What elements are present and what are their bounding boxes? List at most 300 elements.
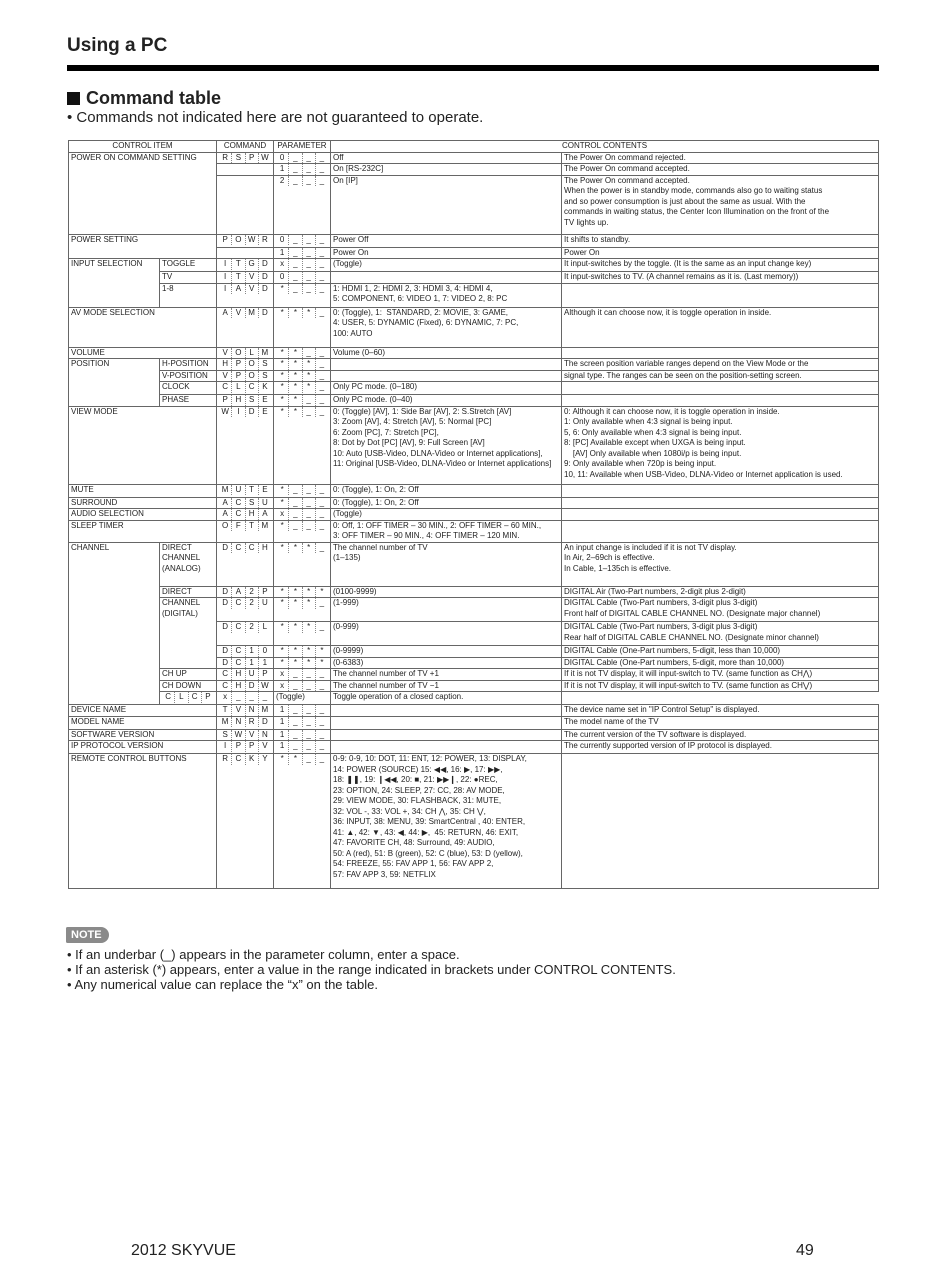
parameter-char: _ — [288, 259, 301, 270]
table-row — [69, 307, 879, 347]
control-item-cell: MUTE — [69, 484, 217, 497]
parameter-char: x — [280, 259, 285, 268]
command-char: D — [258, 259, 271, 270]
contents-value-cell: (1-999) — [331, 598, 562, 622]
contents-description-cell: The Power On command rejected. — [562, 152, 879, 164]
table-row — [69, 283, 879, 307]
command-char: V — [222, 370, 228, 380]
parameter-char: 1 — [279, 247, 285, 257]
contents-description-cell: If it is not TV display, it will input-switch to TV. (same function as CH⋀) — [562, 669, 879, 681]
parameter-char: * — [315, 646, 328, 657]
contents-description-cell: It input-switches to TV. (A channel remains as it is. (Last memory)) — [562, 272, 879, 284]
command-char: A — [231, 587, 244, 598]
command-cell — [217, 307, 274, 347]
contents-description-cell: DIGITAL Cable (One-Part numbers, 5-digit, more than 10,000) — [562, 657, 879, 669]
contents-description-cell — [562, 395, 879, 407]
parameter-char: _ — [288, 164, 301, 175]
parameter-char: 1 — [279, 716, 285, 726]
command-cell — [217, 406, 274, 484]
parameter-char: _ — [302, 730, 315, 741]
parameter-char: 1 — [279, 705, 285, 714]
parameter-char: _ — [315, 485, 328, 496]
contents-value-cell: The channel number of TV −1 — [331, 680, 562, 692]
command-char: I — [224, 272, 227, 281]
command-cell — [217, 395, 274, 407]
command-char: K — [245, 754, 258, 765]
parameter-char: _ — [315, 543, 328, 554]
parameter-char: * — [280, 406, 284, 416]
parameter-char: 0 — [279, 234, 285, 244]
command-char: C — [222, 680, 229, 690]
parameter-char: _ — [315, 741, 328, 752]
parameter-char: _ — [315, 705, 328, 716]
control-item-cell: AV MODE SELECTION — [69, 307, 217, 347]
parameter-char: _ — [288, 498, 301, 509]
command-char: 2 — [245, 622, 258, 633]
command-char: V — [258, 741, 271, 752]
command-cell — [217, 484, 274, 497]
command-char: H — [222, 359, 229, 368]
parameter-cell — [274, 586, 331, 598]
table-header-row — [69, 141, 879, 153]
parameter-char: _ — [315, 407, 328, 418]
contents-description-cell: The device name set in "IP Control Setup" is displayed. — [562, 705, 879, 717]
command-cell — [217, 741, 274, 754]
parameter-cell — [274, 164, 331, 176]
parameter-char: * — [280, 586, 284, 596]
parameter-char: * — [280, 484, 284, 494]
parameter-cell — [274, 247, 331, 259]
control-subitem-cell: DIRECT CHANNEL (ANALOG) — [160, 542, 217, 586]
contents-description-cell: Toggle operation of a closed caption. — [331, 692, 562, 705]
command-char: P — [231, 371, 244, 382]
command-char: D — [222, 646, 229, 655]
parameter-char: * — [302, 543, 315, 554]
parameter-char: * — [280, 347, 284, 357]
parameter-char: _ — [315, 272, 328, 283]
table-row — [69, 705, 879, 717]
contents-value-cell: 0: (Toggle), 1: On, 2: Off — [331, 484, 562, 497]
table-row — [69, 680, 879, 692]
table-row — [69, 395, 879, 407]
command-char: G — [245, 259, 258, 270]
command-char: S — [231, 153, 244, 164]
control-item-cell: REMOTE CONTROL BUTTONS — [69, 754, 217, 889]
parameter-char: _ — [288, 730, 301, 741]
table-row — [69, 497, 879, 509]
command-char: D — [258, 717, 271, 728]
control-subitem-cell: CH DOWN — [160, 680, 217, 692]
command-char: R — [222, 152, 229, 162]
table-row — [69, 716, 879, 729]
parameter-char: * — [280, 754, 284, 763]
command-char: A — [231, 284, 244, 295]
command-char: 1 — [245, 658, 258, 669]
command-char: L — [258, 622, 271, 633]
command-char: H — [245, 509, 258, 520]
header-parameter: PARAMETER — [274, 141, 331, 153]
parameter-char: * — [315, 658, 328, 669]
command-char: P — [245, 741, 258, 752]
table-row — [69, 741, 879, 754]
contents-description-cell — [562, 520, 879, 542]
command-cell — [217, 705, 274, 717]
parameter-char: _ — [315, 754, 328, 765]
command-char: O — [222, 520, 229, 530]
parameter-char: _ — [315, 235, 328, 246]
parameter-char: _ — [302, 259, 315, 270]
contents-value-cell — [331, 741, 562, 754]
command-char: M — [221, 716, 229, 726]
parameter-char: * — [288, 382, 301, 393]
parameter-char: * — [280, 657, 284, 667]
control-subitem-cell: PHASE — [160, 395, 217, 407]
parameter-cell — [274, 598, 331, 622]
contents-description-cell: It shifts to standby. — [562, 234, 879, 247]
contents-value-cell — [331, 272, 562, 284]
parameter-char: _ — [315, 259, 328, 270]
contents-value-cell: 0-9: 0-9, 10: DOT, 11: ENT, 12: POWER, 13: DISPLAY, 14: POWER (SOURCE) 15: ◀◀, 16: ▶, 17: ▶▶, 18: ❚❚, 19: ❙◀◀, 20: ■, 21: ▶▶❙, 22: ●REC, 23: OPTION, 24: SLEEP, 27: CC, 28: AV MODE, 29: VIEW MODE, 30: FLASHBACK, 31: MUTE, 32: VOL -, 33: VOL +, 34: CH ⋀, 35: CH ⋁, 36: INPUT, 38: MENU, 39: SmartCentral , 40: ENTER, 41: ▲, 42: ▼, 43: ◀, 44: ▶, 45: RETURN, 46: EXIT, 47: FAVORITE CH, 48: Surround, 49: AUDIO, 50: A (red), 51: B (green), 52: C (blue), 53: D (yellow), 54: FREEZE, 55: FAV APP 1, 56: FAV APP 2, 57: FAV APP 3, 59: NETFLIX — [331, 754, 562, 889]
command-char: P — [258, 587, 271, 598]
command-char: D — [222, 657, 229, 667]
contents-value-cell: (0-9999) — [331, 646, 562, 658]
table-row — [69, 729, 879, 741]
contents-value-cell: Only PC mode. (0–180) — [331, 382, 562, 395]
command-cell — [217, 347, 274, 359]
command-char: D — [222, 598, 229, 607]
command-char: 1 — [258, 658, 271, 669]
command-cell — [217, 509, 274, 521]
contents-value-cell: (Toggle) — [331, 509, 562, 521]
parameter-char: * — [288, 359, 301, 370]
parameter-char: _ — [258, 692, 271, 703]
parameter-cell — [274, 741, 331, 754]
command-char: H — [231, 681, 244, 692]
parameter-cell — [274, 370, 331, 382]
parameter-char: _ — [315, 681, 328, 692]
parameter-cell — [274, 395, 331, 407]
contents-description-cell: DIGITAL Cable (One-Part numbers, 5-digit, less than 10,000) — [562, 646, 879, 658]
command-char: S — [222, 729, 228, 739]
parameter-char: _ — [315, 598, 328, 609]
command-char: Y — [258, 754, 271, 765]
command-char: T — [231, 272, 244, 283]
parameter-char: _ — [288, 485, 301, 496]
command-char: E — [258, 395, 271, 406]
table-row — [69, 347, 879, 359]
command-char: P — [231, 741, 244, 752]
command-char: C — [231, 622, 244, 633]
contents-description-cell: The current version of the TV software is displayed. — [562, 729, 879, 741]
contents-value-cell: On [IP] — [331, 175, 562, 234]
control-item-cell: INPUT SELECTION — [69, 259, 160, 308]
command-cell — [217, 234, 274, 247]
command-char: H — [231, 395, 244, 406]
command-cell — [217, 152, 274, 164]
table-row — [69, 370, 879, 382]
table-row — [69, 406, 879, 484]
command-cell — [217, 622, 274, 646]
contents-description-cell: DIGITAL Cable (Two-Part numbers, 3-digit plus 3-digit) Rear half of DIGITAL CABLE CHANNEL NO. (Designate minor channel) — [562, 622, 879, 646]
parameter-char: _ — [302, 153, 315, 164]
command-char: F — [231, 521, 244, 532]
parameter-char: _ — [288, 717, 301, 728]
control-subitem-cell: CH UP — [160, 669, 217, 681]
page-header-title: Using a PC — [67, 35, 168, 56]
parameter-char: _ — [302, 705, 315, 716]
contents-description-cell — [562, 283, 879, 307]
parameter-char: _ — [315, 371, 328, 382]
parameter-char: * — [280, 497, 284, 507]
parameter-char: * — [302, 598, 315, 609]
parameter-char: _ — [288, 153, 301, 164]
command-char: A — [222, 307, 228, 317]
parameter-char: * — [280, 598, 284, 607]
command-char: V — [245, 284, 258, 295]
command-char: O — [245, 371, 258, 382]
parameter-char: _ — [288, 235, 301, 246]
parameter-cell — [274, 497, 331, 509]
command-char: 2 — [245, 587, 258, 598]
table-row — [69, 259, 879, 272]
command-cell — [217, 542, 274, 586]
control-item-cell: SOFTWARE VERSION — [69, 729, 217, 741]
parameter-cell — [274, 657, 331, 669]
parameter-char: _ — [302, 681, 315, 692]
contents-description-cell: It input-switches by the toggle. (It is the same as an input change key) — [562, 259, 879, 272]
note-item: • Any numerical value can replace the “x” on the table. — [67, 977, 676, 992]
command-char: C — [231, 646, 244, 657]
parameter-char: _ — [315, 521, 328, 532]
parameter-cell — [274, 669, 331, 681]
command-cell — [217, 272, 274, 284]
parameter-char: * — [315, 587, 328, 598]
parameter-char: _ — [288, 521, 301, 532]
parameter-char: _ — [315, 669, 328, 680]
command-char: C — [231, 754, 244, 765]
parameter-char: _ — [302, 284, 315, 295]
parameter-char: _ — [288, 248, 301, 259]
control-subitem-cell: CHANNEL (DIGITAL) — [160, 598, 217, 669]
parameter-char: x — [280, 680, 285, 690]
command-char: W — [221, 406, 229, 416]
parameter-cell — [274, 406, 331, 484]
parameter-char: * — [280, 382, 284, 391]
control-subitem-cell: 1-8 — [160, 283, 217, 307]
parameter-char: * — [280, 307, 284, 317]
parameter-char: _ — [302, 395, 315, 406]
command-cell — [217, 646, 274, 658]
note-item: • If an asterisk (*) appears, enter a value in the range indicated in brackets under CONTROL CONTENTS. — [67, 962, 676, 977]
parameter-char: _ — [302, 669, 315, 680]
command-cell — [217, 586, 274, 598]
command-char: P — [201, 692, 214, 703]
contents-description-cell: Power On — [562, 247, 879, 259]
command-char: P — [222, 395, 228, 404]
footer-product: 2012 SKYVUE — [131, 1242, 236, 1259]
section-subtitle: • Commands not indicated here are not guaranteed to operate. — [67, 109, 484, 126]
parameter-char: _ — [302, 717, 315, 728]
command-char: A — [258, 509, 271, 520]
command-char: S — [258, 371, 271, 382]
contents-value-cell: 0: (Toggle), 1: STANDARD, 2: MOVIE, 3: GAME, 4: USER, 5: DYNAMIC (Fixed), 6: DYNAMIC, 7: PC, 100: AUTO — [331, 307, 562, 347]
parameter-char: _ — [302, 176, 315, 187]
parameter-char: * — [288, 407, 301, 418]
parameter-char: * — [302, 622, 315, 633]
contents-description-cell: The Power On command accepted. When the power is in standby mode, commands also go to waiting status and so power consumption is just about the same as usual. With the commands in waiting status, the Center Icon Illumination on the front of the TV lights up. — [562, 175, 879, 234]
command-char: C — [231, 509, 244, 520]
parameter-char: x — [280, 669, 285, 678]
control-item-cell: VOLUME — [69, 347, 217, 359]
parameter-cell — [274, 283, 331, 307]
parameter-char: 0 — [279, 152, 285, 162]
command-char: C — [231, 598, 244, 609]
contents-description-cell — [562, 754, 879, 889]
parameter-char: _ — [315, 395, 328, 406]
command-char: P — [258, 669, 271, 680]
contents-description-cell: DIGITAL Cable (Two-Part numbers, 3-digit plus 3-digit) Front half of DIGITAL CABLE CHANNEL NO. (Designate major channel) — [562, 598, 879, 622]
command-char: C — [231, 658, 244, 669]
table-row — [69, 669, 879, 681]
section-title — [67, 88, 221, 109]
contents-value-cell: Power Off — [331, 234, 562, 247]
parameter-char: _ — [315, 164, 328, 175]
control-item-cell: DEVICE NAME — [69, 705, 217, 717]
parameter-char: * — [280, 370, 284, 380]
parameter-char: x — [223, 692, 228, 701]
parameter-cell — [274, 729, 331, 741]
parameter-cell — [274, 509, 331, 521]
command-char: S — [245, 395, 258, 406]
contents-description-cell: Although it can choose now, it is toggle operation in inside. — [562, 307, 879, 347]
contents-description-cell: The Power On command accepted. — [562, 164, 879, 176]
contents-value-cell: (Toggle) — [331, 259, 562, 272]
control-subitem-cell: H-POSITION — [160, 359, 217, 371]
contents-description-cell: The model name of the TV — [562, 716, 879, 729]
parameter-cell — [274, 307, 331, 347]
command-char: V — [231, 308, 244, 319]
square-bullet-icon — [67, 92, 80, 105]
parameter-char: 2 — [279, 175, 285, 185]
command-char: W — [231, 730, 244, 741]
contents-value-cell: (0-999) — [331, 622, 562, 646]
header-rule — [67, 65, 879, 71]
command-char: I — [224, 741, 227, 750]
command-cell — [217, 520, 274, 542]
parameter-char: * — [288, 543, 301, 554]
parameter-char: _ — [302, 272, 315, 283]
parameter-char: _ — [315, 622, 328, 633]
parameter-cell — [274, 152, 331, 164]
command-char: C — [222, 382, 229, 391]
parameter-char: _ — [288, 741, 301, 752]
parameter-char: 1 — [279, 741, 285, 750]
control-item-cell: POWER SETTING — [69, 234, 217, 259]
section-title-text: Command table — [86, 88, 222, 108]
command-char: I — [224, 259, 227, 268]
parameter-char: * — [302, 382, 315, 393]
parameter-cell — [274, 359, 331, 371]
command-char: H — [258, 543, 271, 554]
command-table — [68, 140, 879, 889]
table-row — [69, 692, 879, 705]
contents-value-cell — [331, 359, 562, 371]
parameter-char: * — [288, 754, 301, 765]
control-item-cell: POWER ON COMMAND SETTING — [69, 152, 217, 234]
parameter-char: _ — [302, 754, 315, 765]
parameter-char: * — [280, 622, 284, 631]
command-cell — [217, 175, 274, 234]
parameter-char: _ — [302, 348, 315, 359]
command-char: O — [231, 348, 244, 359]
contents-value-cell: Off — [331, 152, 562, 164]
contents-value-cell: 0: (Toggle), 1: On, 2: Off — [331, 497, 562, 509]
command-char: A — [222, 509, 228, 518]
command-cell — [217, 370, 274, 382]
command-char: L — [231, 382, 244, 393]
control-subitem-cell: TOGGLE — [160, 259, 217, 272]
table-row — [69, 754, 879, 889]
contents-value-cell: The channel number of TV (1–135) — [331, 542, 562, 586]
parameter-cell — [274, 347, 331, 359]
command-char: D — [258, 284, 271, 295]
contents-value-cell: (Toggle) — [274, 692, 331, 705]
parameter-char: * — [280, 520, 284, 530]
command-char: C — [245, 382, 258, 393]
parameter-char: * — [288, 395, 301, 406]
command-cell — [160, 692, 217, 705]
control-item-cell: AUDIO SELECTION — [69, 509, 217, 521]
command-char: 0 — [258, 646, 271, 657]
parameter-char: _ — [302, 235, 315, 246]
command-char: T — [222, 705, 228, 714]
parameter-char: 1 — [279, 729, 285, 739]
command-char: D — [222, 586, 229, 596]
contents-value-cell: (0100-9999) — [331, 586, 562, 598]
parameter-char: _ — [315, 359, 328, 370]
command-char: A — [222, 497, 228, 507]
parameter-char: _ — [315, 284, 328, 295]
table-row — [69, 382, 879, 395]
note-item: • If an underbar (_) appears in the parameter column, enter a space. — [67, 947, 676, 962]
parameter-char: _ — [302, 485, 315, 496]
contents-description-cell: The currently supported version of IP protocol is displayed. — [562, 741, 879, 754]
parameter-char: _ — [288, 272, 301, 283]
parameter-char: _ — [302, 248, 315, 259]
contents-value-cell: On [RS-232C] — [331, 164, 562, 176]
command-char: M — [258, 521, 271, 532]
command-char: M — [245, 308, 258, 319]
parameter-char: _ — [302, 509, 315, 520]
contents-value-cell — [331, 370, 562, 382]
command-char: S — [245, 498, 258, 509]
table-row — [69, 586, 879, 598]
contents-description-cell — [562, 484, 879, 497]
control-item-cell: MODEL NAME — [69, 716, 217, 729]
command-char: C — [231, 543, 244, 554]
command-cell — [217, 164, 274, 176]
contents-description-cell: DIGITAL Air (Two-Part numbers, 2-digit plus 2-digit) — [562, 586, 879, 598]
command-char: T — [245, 485, 258, 496]
parameter-char: _ — [315, 308, 328, 319]
parameter-char: _ — [315, 248, 328, 259]
command-cell — [217, 497, 274, 509]
parameter-char: * — [302, 359, 315, 370]
contents-value-cell: (0-6383) — [331, 657, 562, 669]
parameter-cell — [217, 692, 274, 705]
contents-description-cell — [562, 509, 879, 521]
command-char: R — [222, 754, 229, 763]
